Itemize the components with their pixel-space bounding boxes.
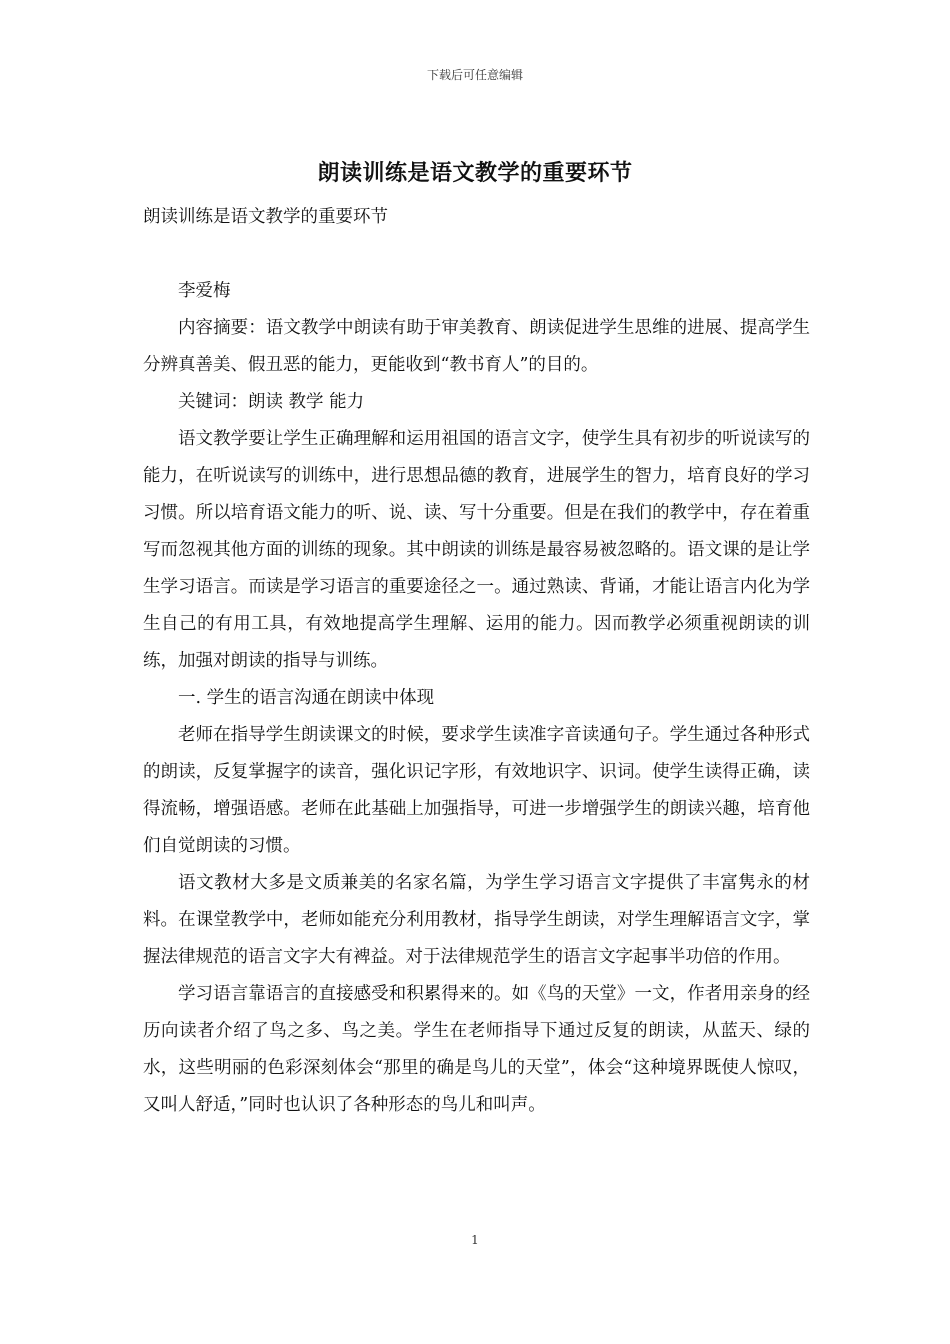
body-paragraph: 学习语言靠语言的直接感受和积累得来的。如《鸟的天堂》一文，作者用亲身的经历向读者介绍了鸟之多、鸟之美。学生在老师指导下通过反复的朗读，从蓝天、绿的水，这些明丽的色彩深刻体会“那里的确是鸟儿的天堂”，体会“这种境界既使人惊叹，又叫人舒适，”同时也认识了各种形态的鸟儿和叫声。 (143, 984, 810, 1115)
body-paragraph: 语文教材大多是文质兼美的名家名篇，为学生学习语言文字提供了丰富隽永的材料。在课堂教学中，老师如能充分利用教材，指导学生朗读，对学生理解语言文字，掌握法律规范的语言文字大有裨益。对于法律规范学生的语言文字起事半功倍的作用。 (143, 873, 810, 967)
document-body (143, 199, 810, 1124)
page-number: 1 (471, 1233, 479, 1247)
document-subtitle: 朗读训练是语文教学的重要环节 (143, 207, 388, 227)
document-title: 朗读训练是语文教学的重要环节 (317, 160, 633, 186)
body-paragraph: 老师在指导学生朗读课文的时候，要求学生读准字音读通句子。学生通过各种形式的朗读，反复掌握字的读音，强化识记字形，有效地识字、识词。使学生读得正确，读得流畅，增强语感。老师在此基础上加强指导，可进一步增强学生的朗读兴趣，培育他们自觉朗读的习惯。 (143, 725, 810, 856)
abstract-paragraph: 内容摘要：语文教学中朗读有助于审美教育、朗读促进学生思维的进展、提高学生分辨真善美、假丑恶的能力，更能收到“教书育人”的目的。 (143, 318, 810, 375)
body-paragraph: 语文教学要让学生正确理解和运用祖国的语言文字，使学生具有初步的听说读写的能力，在听说读写的训练中，进行思想品德的教育，进展学生的智力，培育良好的学习习惯。所以培育语文能力的听、说、读、写十分重要。但是在我们的教学中，存在着重写而忽视其他方面的训练的现象。其中朗读的训练是最容易被忽略的。语文课的是让学生学习语言。而读是学习语言的重要途径之一。通过熟读、背诵，才能让语言内化为学生自己的有用工具，有效地提高学生理解、运用的能力。因而教学必须重视朗读的训练，加强对朗读的指导与训练。 (143, 429, 810, 671)
blank-line (143, 236, 810, 273)
header-note: 下载后可任意编辑 (426, 68, 523, 82)
author-name: 李爱梅 (178, 281, 231, 301)
keywords-line: 关键词：朗读 教学 能力 (178, 392, 365, 412)
section-heading: 一. 学生的语言沟通在朗读中体现 (178, 688, 435, 708)
